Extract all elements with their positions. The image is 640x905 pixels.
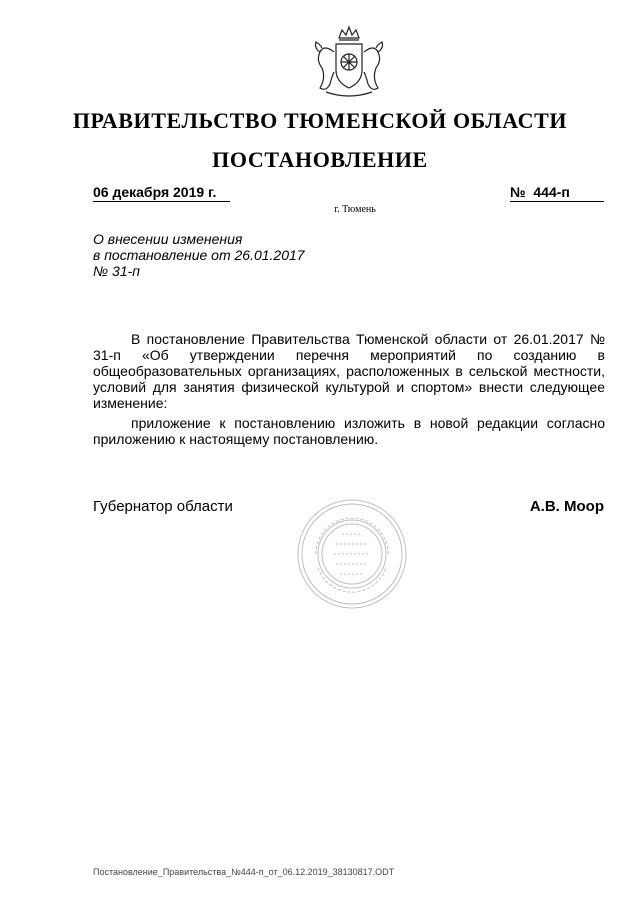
subject-line-1: О внесении изменения — [93, 231, 243, 247]
city-label: г. Тюмень — [334, 204, 376, 215]
signer-title: Губернатор области — [93, 498, 233, 515]
body-paragraph-1: В постановление Правительства Тюменской области от 26.01.2017 № 31-п «Об утверждении перечня мероприятий по созданию в общеобразовательных организациях, расположенных в сельской местности, условий для занятия физической культурой и спортом» внести следующее изменение: — [93, 331, 605, 411]
document-number — [510, 184, 604, 202]
signer-name: А.В. Моор — [529, 498, 604, 515]
document-date: 06 декабря 2019 г. — [93, 184, 230, 202]
official-seal-icon — [296, 498, 408, 610]
footer-filename: Постановление_Правительства_№444-п_от_06.12.2019_38130817.ODT — [93, 867, 395, 877]
subject-line-2: в постановление от 26.01.2017 — [93, 247, 305, 263]
number-sign: № — [510, 184, 526, 200]
subject-line-3: № 31-п — [93, 263, 140, 279]
body-paragraph-2: приложение к постановлению изложить в новой редакции согласно приложению к настоящему постановлению. — [93, 415, 605, 447]
document-type-title: ПОСТАНОВЛЕНИЕ — [212, 147, 428, 172]
coat-of-arms-icon — [306, 22, 392, 100]
number-value: 444-п — [533, 184, 570, 200]
government-title: ПРАВИТЕЛЬСТВО ТЮМЕНСКОЙ ОБЛАСТИ — [72, 108, 568, 133]
document-subject — [93, 231, 305, 279]
